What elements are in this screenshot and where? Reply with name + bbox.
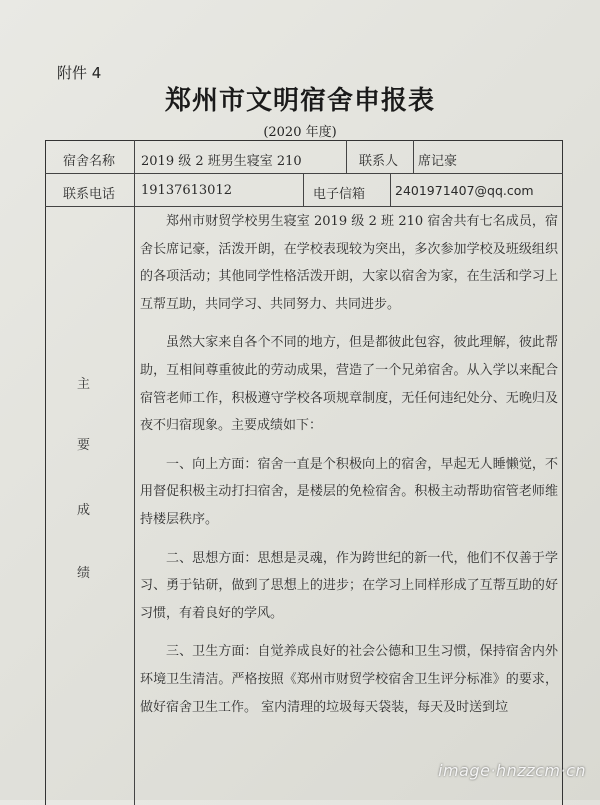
col-divider-label: [134, 140, 135, 805]
dorm-name-label: 宿舍名称: [63, 154, 116, 169]
phone-label: 联系电话: [63, 187, 116, 202]
col-divider-email-label: [303, 173, 304, 206]
email-value: 2401971407@qq.com: [395, 183, 534, 198]
email-label: 电子信箱: [313, 187, 366, 202]
achievements-text: [140, 208, 558, 732]
side-char-yao: 要: [77, 438, 91, 453]
contact-label: 联系人: [359, 154, 399, 169]
side-char-cheng: 成: [77, 503, 91, 518]
col-divider-contact-value: [413, 140, 414, 173]
attachment-label: 附件 4: [57, 64, 102, 82]
paragraph-intro: 郑州市财贸学校男生寝室 2019 级 2 班 210 宿舍共有七名成员，宿舍长席记豪，活泼开朗，在学校表现较为突出，多次参加学校及班级组织的各项活动；其他同学性格活泼开朗，大家以宿舍为家，在生活和学习上互帮互助，共同学习、共同努力、共同进步。: [140, 214, 558, 312]
paragraph-hygiene: 三、卫生方面：自觉养成良好的社会公德和卫生习惯，保持宿舍内外环境卫生清洁。严格按照《郑州市财贸学校宿舍卫生评分标准》的要求，做好宿舍卫生工作。 室内清理的垃圾每天袋装，每天及时送到垃: [140, 644, 558, 715]
paragraph-upward: 一、向上方面：宿舍一直是个积极向上的宿舍，早起无人睡懒觉，不用督促积极主动打扫宿舍，是楼层的免检宿舍。积极主动帮助宿管老师维持楼层秩序。: [140, 456, 558, 527]
row-divider-2: [45, 206, 563, 207]
form-title: 郑州市文明宿舍申报表: [164, 86, 435, 116]
col-divider-contact-label: [346, 140, 347, 173]
paragraph-thought: 二、思想方面：思想是灵魂，作为跨世纪的新一代，他们不仅善于学习、勇于钻研，做到了思想上的进步；在学习上同样形成了互帮互助的好习惯，有着良好的学风。: [140, 550, 558, 621]
col-divider-email-value: [390, 173, 391, 206]
paragraph-overview: 虽然大家来自各个不同的地方，但是都彼此包容，彼此理解，彼此帮助，互相间尊重彼此的劳动成果，营造了一个兄弟宿舍。从入学以来配合宿管老师工作，积极遵守学校各项规章制度，无任何违纪处分、无晚归及夜不归宿现象。主要成绩如下：: [140, 335, 558, 434]
side-char-zhu: 主: [77, 377, 91, 392]
form-year: (2020 年度): [263, 125, 337, 140]
side-char-ji: 绩: [77, 566, 91, 581]
watermark: image·hnzzcm·cn: [438, 761, 586, 780]
phone-value: 19137613012: [141, 183, 232, 198]
contact-value: 席记豪: [418, 154, 458, 169]
dorm-name-value: 2019 级 2 班男生寝室 210: [141, 154, 302, 169]
row-divider-1: [45, 173, 563, 174]
